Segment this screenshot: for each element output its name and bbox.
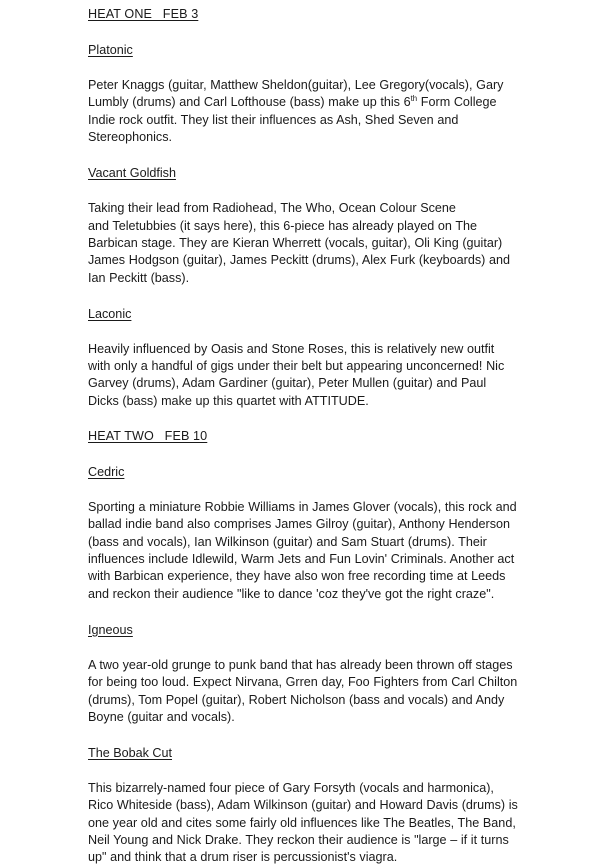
heat-two-heading: HEAT TWO FEB 10 — [88, 428, 208, 443]
heat-section-one — [88, 6, 520, 410]
band-name-vacant-goldfish: Vacant Goldfish — [88, 166, 176, 181]
band-entry-vacant-goldfish — [88, 164, 520, 183]
band-name-cedric: Cedric — [88, 464, 125, 479]
band-description-platonic-text-b: Form College Indie rock outfit. They list their influences as Ash, Shed Seven and Stereophonics. — [88, 95, 497, 145]
band-entry-platonic — [88, 41, 520, 60]
spacer — [88, 287, 520, 305]
band-description-platonic — [88, 77, 520, 147]
heat-one-heading: HEAT ONE FEB 3 — [88, 7, 199, 21]
band-name-laconic: Laconic — [88, 306, 132, 321]
band-name-platonic: Platonic — [88, 43, 133, 57]
band-description-igneous: A two year-old grunge to punk band that has already been thrown off stages for being too loud. Expect Nirvana, Grren day, Foo Fighters from Carl Chilton (drums), Tom Popel (guitar), Robert Nicholson (bass and vocals) and Andy Boyne (guitar and vocals). — [88, 657, 518, 724]
spacer — [88, 481, 520, 499]
band-description-vacant-goldfish — [88, 200, 520, 287]
spacer — [88, 639, 520, 657]
band-description-cedric: Sporting a miniature Robbie Williams in James Glover (vocals), this rock and ballad indie band also comprises James Gilroy (guitar), Anthony Henderson (bass and vocals), Ian Wilkinson (guitar) and Sam Stuart (drums). Their influences include Idlewild, Warm Jets and Fun Lovin' Criminals. Another act with Barbican experience, they have also won free recording time at Leeds and reckon their audience "like to dance 'coz they've got the right craze". — [88, 499, 517, 601]
spacer — [88, 762, 520, 780]
spacer — [88, 410, 520, 428]
band-description-vacant-goldfish-rest: and Teletubbies (it says here), this 6-piece has already played on The Barbican stage. They are Kieran Wherrett (vocals, guitar), Oli King (guitar) James Hodgson (guitar), James Peckitt (drums), Alex Furk (keyboards) and Ian Peckitt (bass). — [88, 218, 510, 285]
band-entry-cedric — [88, 463, 520, 482]
band-description-platonic-text-a: Peter Knaggs (guitar, Matthew Sheldon(guitar), Lee Gregory(vocals), Gary Lumbly (drums) and Carl Lofthouse (bass) make up this 6 — [88, 78, 504, 110]
ordinal-suffix-th: th — [410, 94, 418, 104]
band-name-the-bobak-cut: The Bobak Cut — [88, 745, 173, 760]
spacer — [88, 603, 520, 621]
spacer — [88, 726, 520, 744]
heat-section-two — [88, 428, 520, 867]
band-name-igneous: Igneous — [88, 622, 133, 637]
spacer — [88, 323, 520, 341]
spacer — [88, 60, 520, 78]
band-description-the-bobak-cut: This bizarrely-named four piece of Gary Forsyth (vocals and harmonica), Rico Whiteside (bass), Adam Wilkinson (guitar) and Howard Davis (drums) is one year old and cites some fairly old influences like The Beatles, The Band, Neil Young and Nick Drake. They reckon their audience is "large – if it turns up" and think that a drum riser is percussionist's viagra. — [88, 780, 518, 865]
spacer — [88, 147, 520, 165]
spacer — [88, 24, 520, 42]
band-description-vacant-goldfish-line1: Taking their lead from Radiohead, The Who, Ocean Colour Scene — [88, 201, 456, 216]
band-entry-laconic — [88, 305, 520, 324]
spacer — [88, 183, 520, 201]
spacer — [88, 445, 520, 463]
band-entry-the-bobak-cut — [88, 744, 520, 763]
band-entry-igneous — [88, 621, 520, 640]
band-description-laconic: Heavily influenced by Oasis and Stone Roses, this is relatively new outfit with only a handful of gigs under their belt but appearing unconcerned! Nic Garvey (drums), Adam Gardiner (guitar), Peter Mullen (guitar) and Paul Dicks (bass) make up this quartet with ATTITUDE. — [88, 341, 505, 408]
document-body — [88, 6, 520, 867]
